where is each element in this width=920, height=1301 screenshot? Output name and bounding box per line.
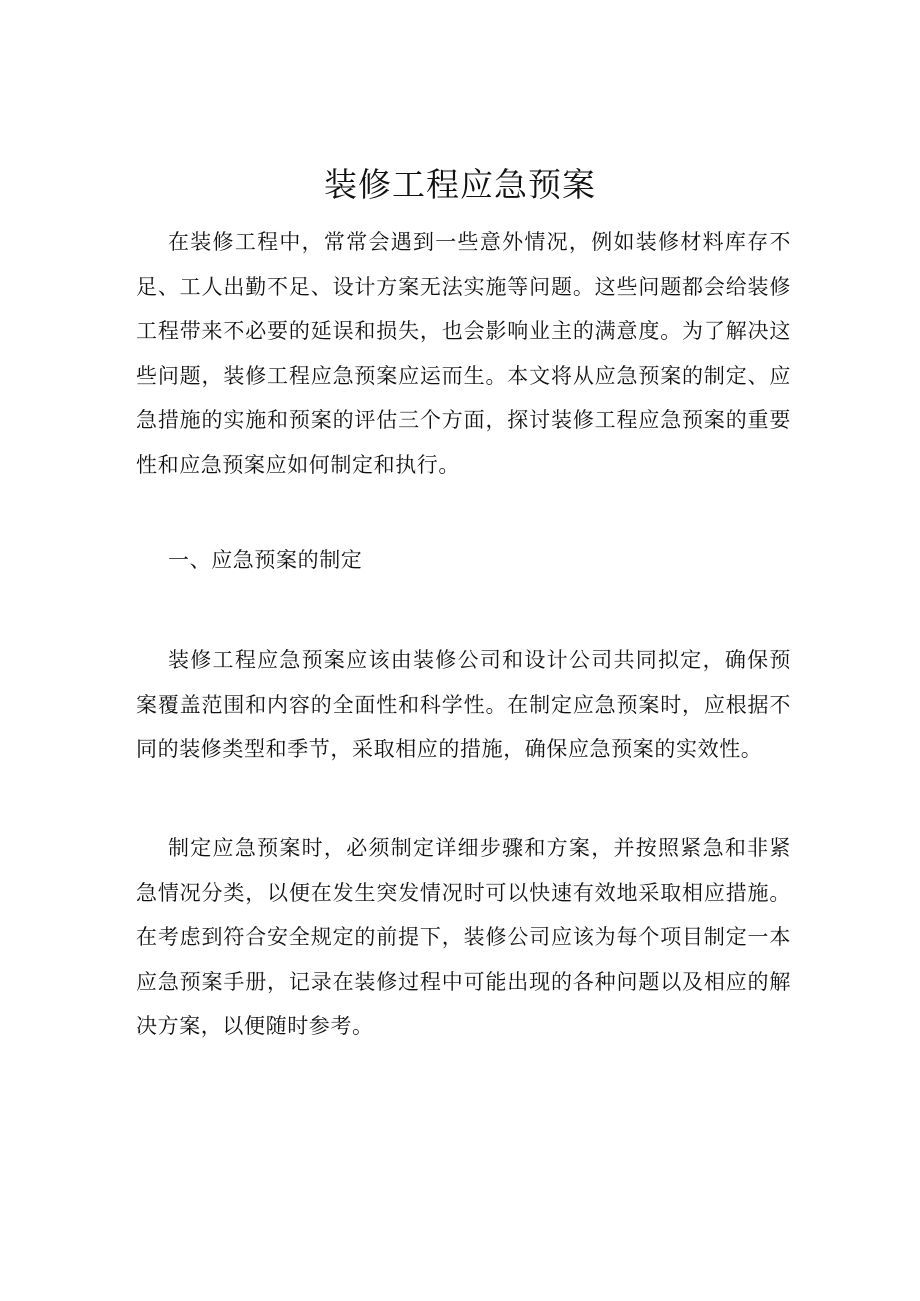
- document-title: 装修工程应急预案: [324, 165, 596, 204]
- section-paragraph: 装修工程应急预案应该由装修公司和设计公司共同拟定，确保预案覆盖范围和内容的全面性和科学性。在制定应急预案时，应根据不同的装修类型和季节，采取相应的措施，确保应急预案的实效性。: [136, 648, 791, 761]
- intro-paragraph: 在装修工程中，常常会遇到一些意外情况，例如装修材料库存不足、工人出勤不足、设计方案无法实施等问题。这些问题都会给装修工程带来不必要的延误和损失，也会影响业主的满意度。为了解决这些问题，装修工程应急预案应运而生。本文将从应急预案的制定、应急措施的实施和预案的评估三个方面，探讨装修工程应急预案的重要性和应急预案应如何制定和执行。: [136, 230, 791, 477]
- section-paragraph: 制定应急预案时，必须制定详细步骤和方案，并按照紧急和非紧急情况分类，以便在发生突发情况时可以快速有效地采取相应措施。在考虑到符合安全规定的前提下，装修公司应该为每个项目制定一本应急预案手册，记录在装修过程中可能出现的各种问题以及相应的解决方案，以便随时参考。: [136, 836, 791, 1038]
- section-heading: 一、应急预案的制定: [168, 548, 363, 572]
